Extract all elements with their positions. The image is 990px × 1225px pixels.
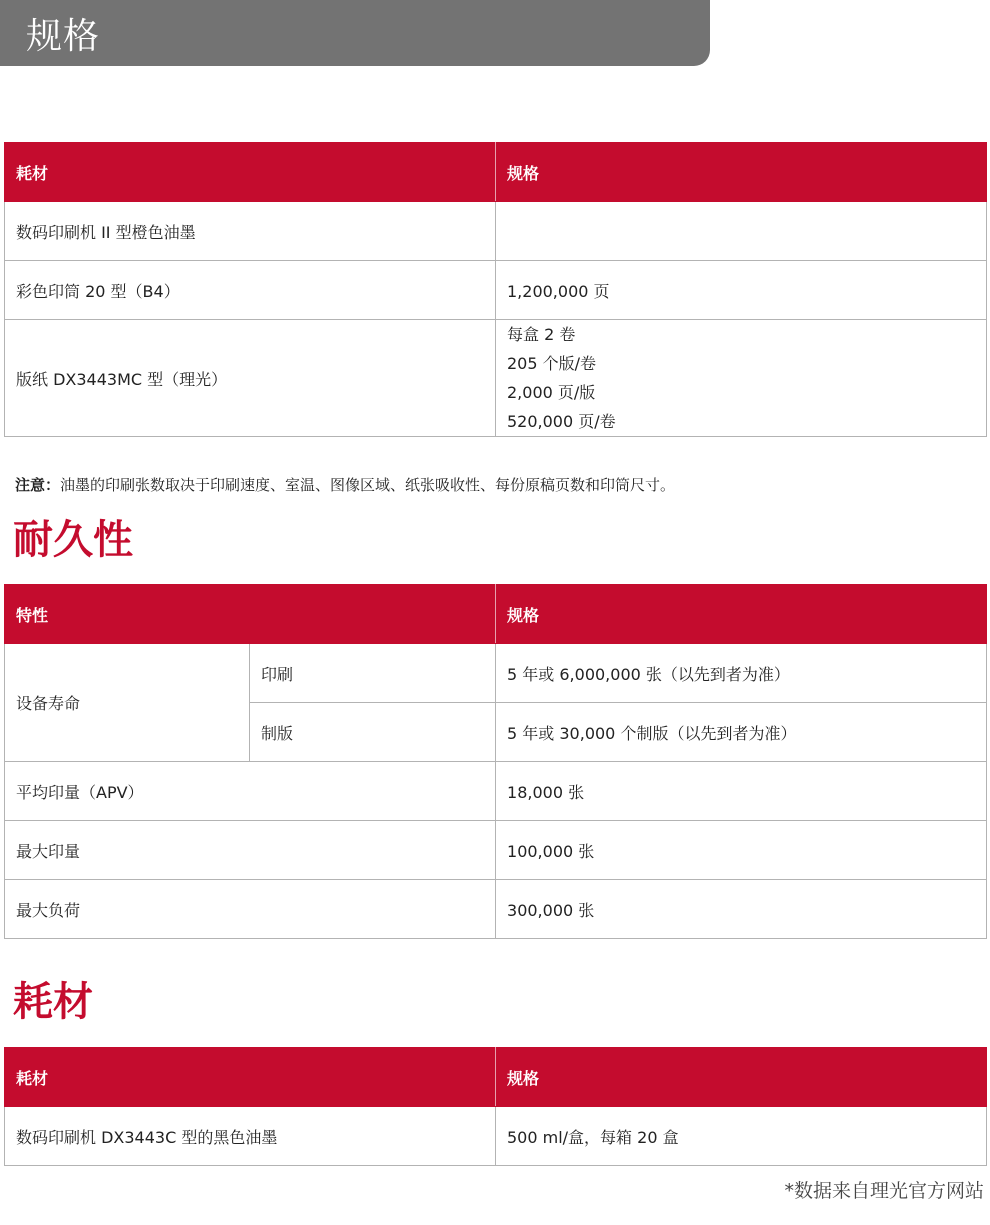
page-title: 规格 <box>26 16 101 57</box>
table-cell-spec: 5 年或 30,000 个制版（以先到者为准） <box>496 703 987 762</box>
title-bar <box>0 0 710 66</box>
table-row <box>5 261 987 320</box>
table-cell-subitem: 印刷 <box>250 644 496 703</box>
table-cell-item: 最大负荷 <box>5 880 496 939</box>
table-cell-subitem: 制版 <box>250 703 496 762</box>
column-header: 规格 <box>496 143 987 202</box>
durability-spec-table <box>4 584 987 939</box>
table-header-row <box>5 1048 987 1107</box>
table-cell-spec: 1,200,000 页 <box>496 261 987 320</box>
section-heading-consumables: 耗材 <box>13 979 93 1025</box>
table-cell-spec: 100,000 张 <box>496 821 987 880</box>
table-cell-item: 版纸 DX3443MC 型（理光） <box>5 320 496 437</box>
table-cell-spec: 5 年或 6,000,000 张（以先到者为准） <box>496 644 987 703</box>
table-row <box>5 762 987 821</box>
table-cell-item: 平均印量（APV） <box>5 762 496 821</box>
table-cell-spec <box>496 202 987 261</box>
consumables-spec-table <box>4 142 987 437</box>
column-header: 规格 <box>496 1048 987 1107</box>
spec-line: 2,000 页/版 <box>507 383 596 402</box>
table-row <box>5 821 987 880</box>
table-cell-spec <box>496 320 987 437</box>
note <box>15 474 675 495</box>
table-cell-item: 数码印刷机 DX3443C 型的黑色油墨 <box>5 1107 496 1166</box>
table-row <box>5 202 987 261</box>
column-header: 特性 <box>5 585 496 644</box>
table-cell-item: 设备寿命 <box>5 644 250 762</box>
spec-line: 每盒 2 卷 <box>507 325 576 344</box>
section-heading-durability: 耐久性 <box>13 517 133 563</box>
source-footnote: *数据来自理光官方网站 <box>784 1180 984 1202</box>
table-cell-item: 数码印刷机 II 型橙色油墨 <box>5 202 496 261</box>
table-cell-item: 最大印量 <box>5 821 496 880</box>
table-row <box>5 880 987 939</box>
spec-line: 205 个版/卷 <box>507 354 597 373</box>
table-row <box>5 320 987 437</box>
table-header-row <box>5 585 987 644</box>
table-cell-spec: 500 ml/盒，每箱 20 盒 <box>496 1107 987 1166</box>
table-cell-spec: 18,000 张 <box>496 762 987 821</box>
ink-spec-table <box>4 1047 987 1166</box>
note-text: 油墨的印刷张数取决于印刷速度、室温、图像区域、纸张吸收性、每份原稿页数和印筒尺寸。 <box>60 476 676 494</box>
note-label: 注意： <box>15 476 61 494</box>
column-header: 规格 <box>496 585 987 644</box>
column-header: 耗材 <box>5 143 496 202</box>
table-row <box>5 644 987 703</box>
spec-line: 520,000 页/卷 <box>507 412 616 431</box>
table-cell-spec: 300,000 张 <box>496 880 987 939</box>
table-header-row <box>5 143 987 202</box>
table-cell-item: 彩色印筒 20 型（B4） <box>5 261 496 320</box>
table-row <box>5 1107 987 1166</box>
column-header: 耗材 <box>5 1048 496 1107</box>
